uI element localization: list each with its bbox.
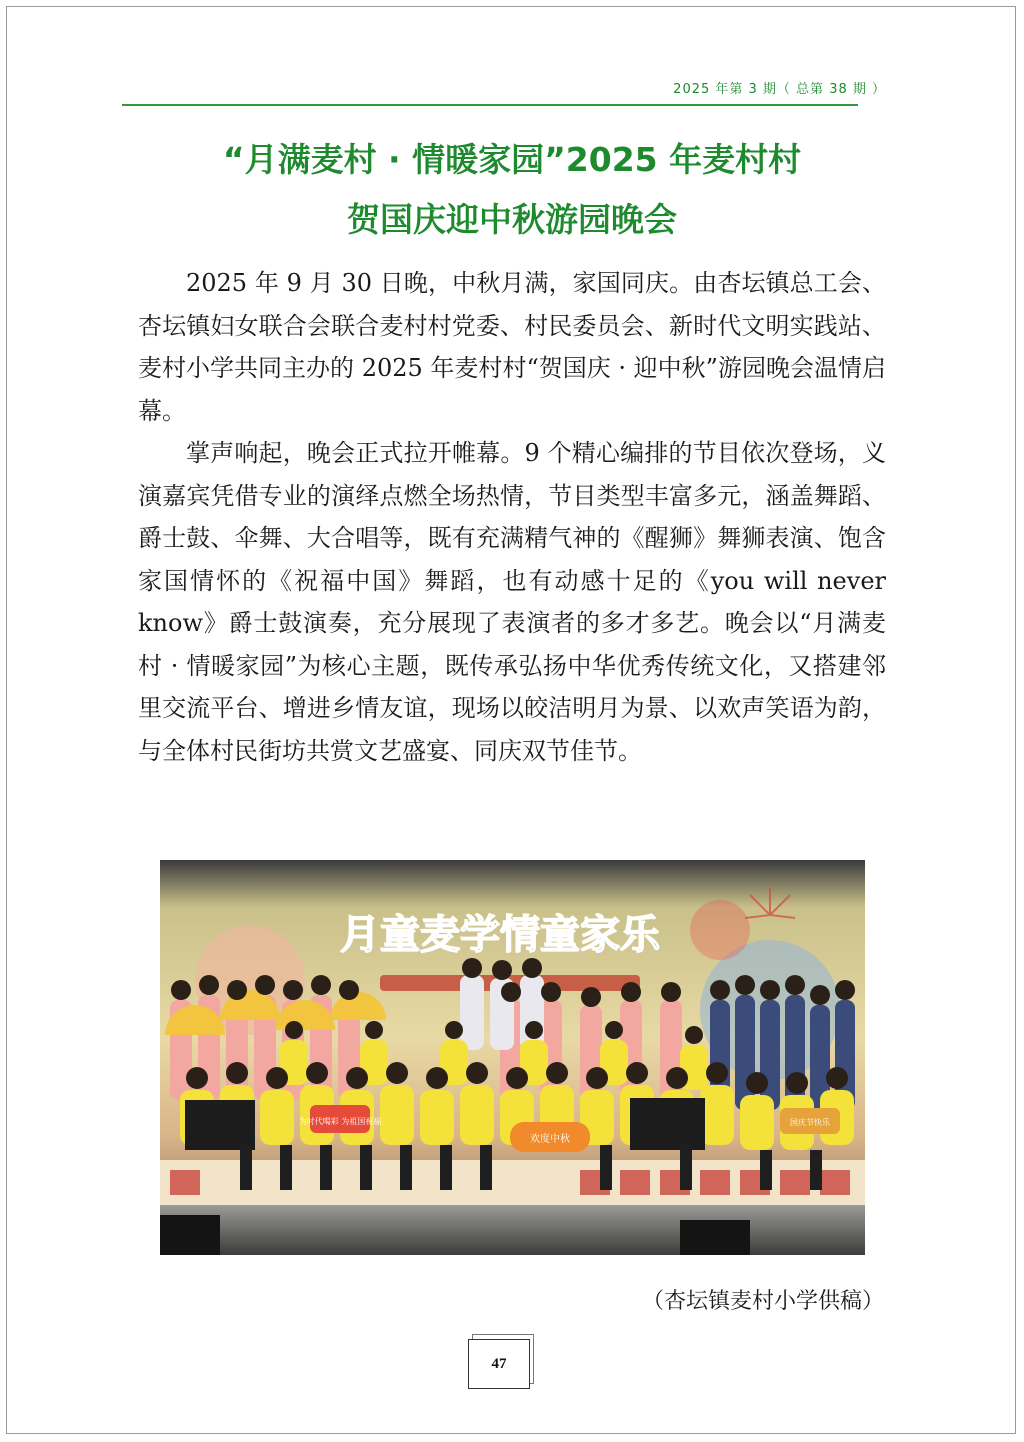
photo-sign-right: 国庆节快乐 <box>790 1118 830 1127</box>
photo-banner-text: 月童麦学情童家乐 <box>340 912 660 958</box>
event-photo-illustration <box>160 860 865 1255</box>
photo-sign-center: 欢度中秋 <box>530 1134 570 1145</box>
photo-sign-left: 为时代喝彩 为祖国祝福 <box>298 1117 382 1126</box>
article-title-line2: 贺国庆迎中秋游园晚会 <box>347 200 677 239</box>
article-credit: （杏坛镇麦村小学供稿） <box>641 1289 884 1314</box>
header-rule <box>122 104 858 106</box>
event-photo <box>160 860 865 1255</box>
page-number: 47 <box>468 1339 530 1389</box>
paragraph-2: 掌声响起，晚会正式拉开帷幕。9 个精心编排的节目依次登场，义演嘉宾凭借专业的演绎点燃全场热情，节目类型丰富多元，涵盖舞蹈、爵士鼓、伞舞、大合唱等，既有充满精气神的《醒狮》舞狮表演、饱含家国情怀的《祝福中国》舞蹈，也有动感十足的《you will never know》爵士鼓演奏，充分展现了表演者的多才多艺。晚会以“月满麦村 · 情暖家园”为核心主题，既传承弘扬中华优秀传统文化，又搭建邻里交流平台、增进乡情友谊，现场以皎洁明月为景、以欢声笑语为韵，与全体村民街坊共赏文艺盛宴、同庆双节佳节。 <box>138 439 886 765</box>
article-title-line1: “月满麦村 · 情暖家园”2025 年麦村村 <box>222 140 802 179</box>
article-body <box>138 262 886 772</box>
issue-label: 2025 年第 3 期（ 总第 38 期 ） <box>673 82 886 97</box>
paragraph-1: 2025 年 9 月 30 日晚，中秋月满，家国同庆。由杏坛镇总工会、杏坛镇妇女联合会联合麦村村党委、村民委员会、新时代文明实践站、麦村小学共同主办的 2025 年麦村村“贺国庆 · 迎中秋”游园晚会温情启幕。 <box>138 269 886 425</box>
